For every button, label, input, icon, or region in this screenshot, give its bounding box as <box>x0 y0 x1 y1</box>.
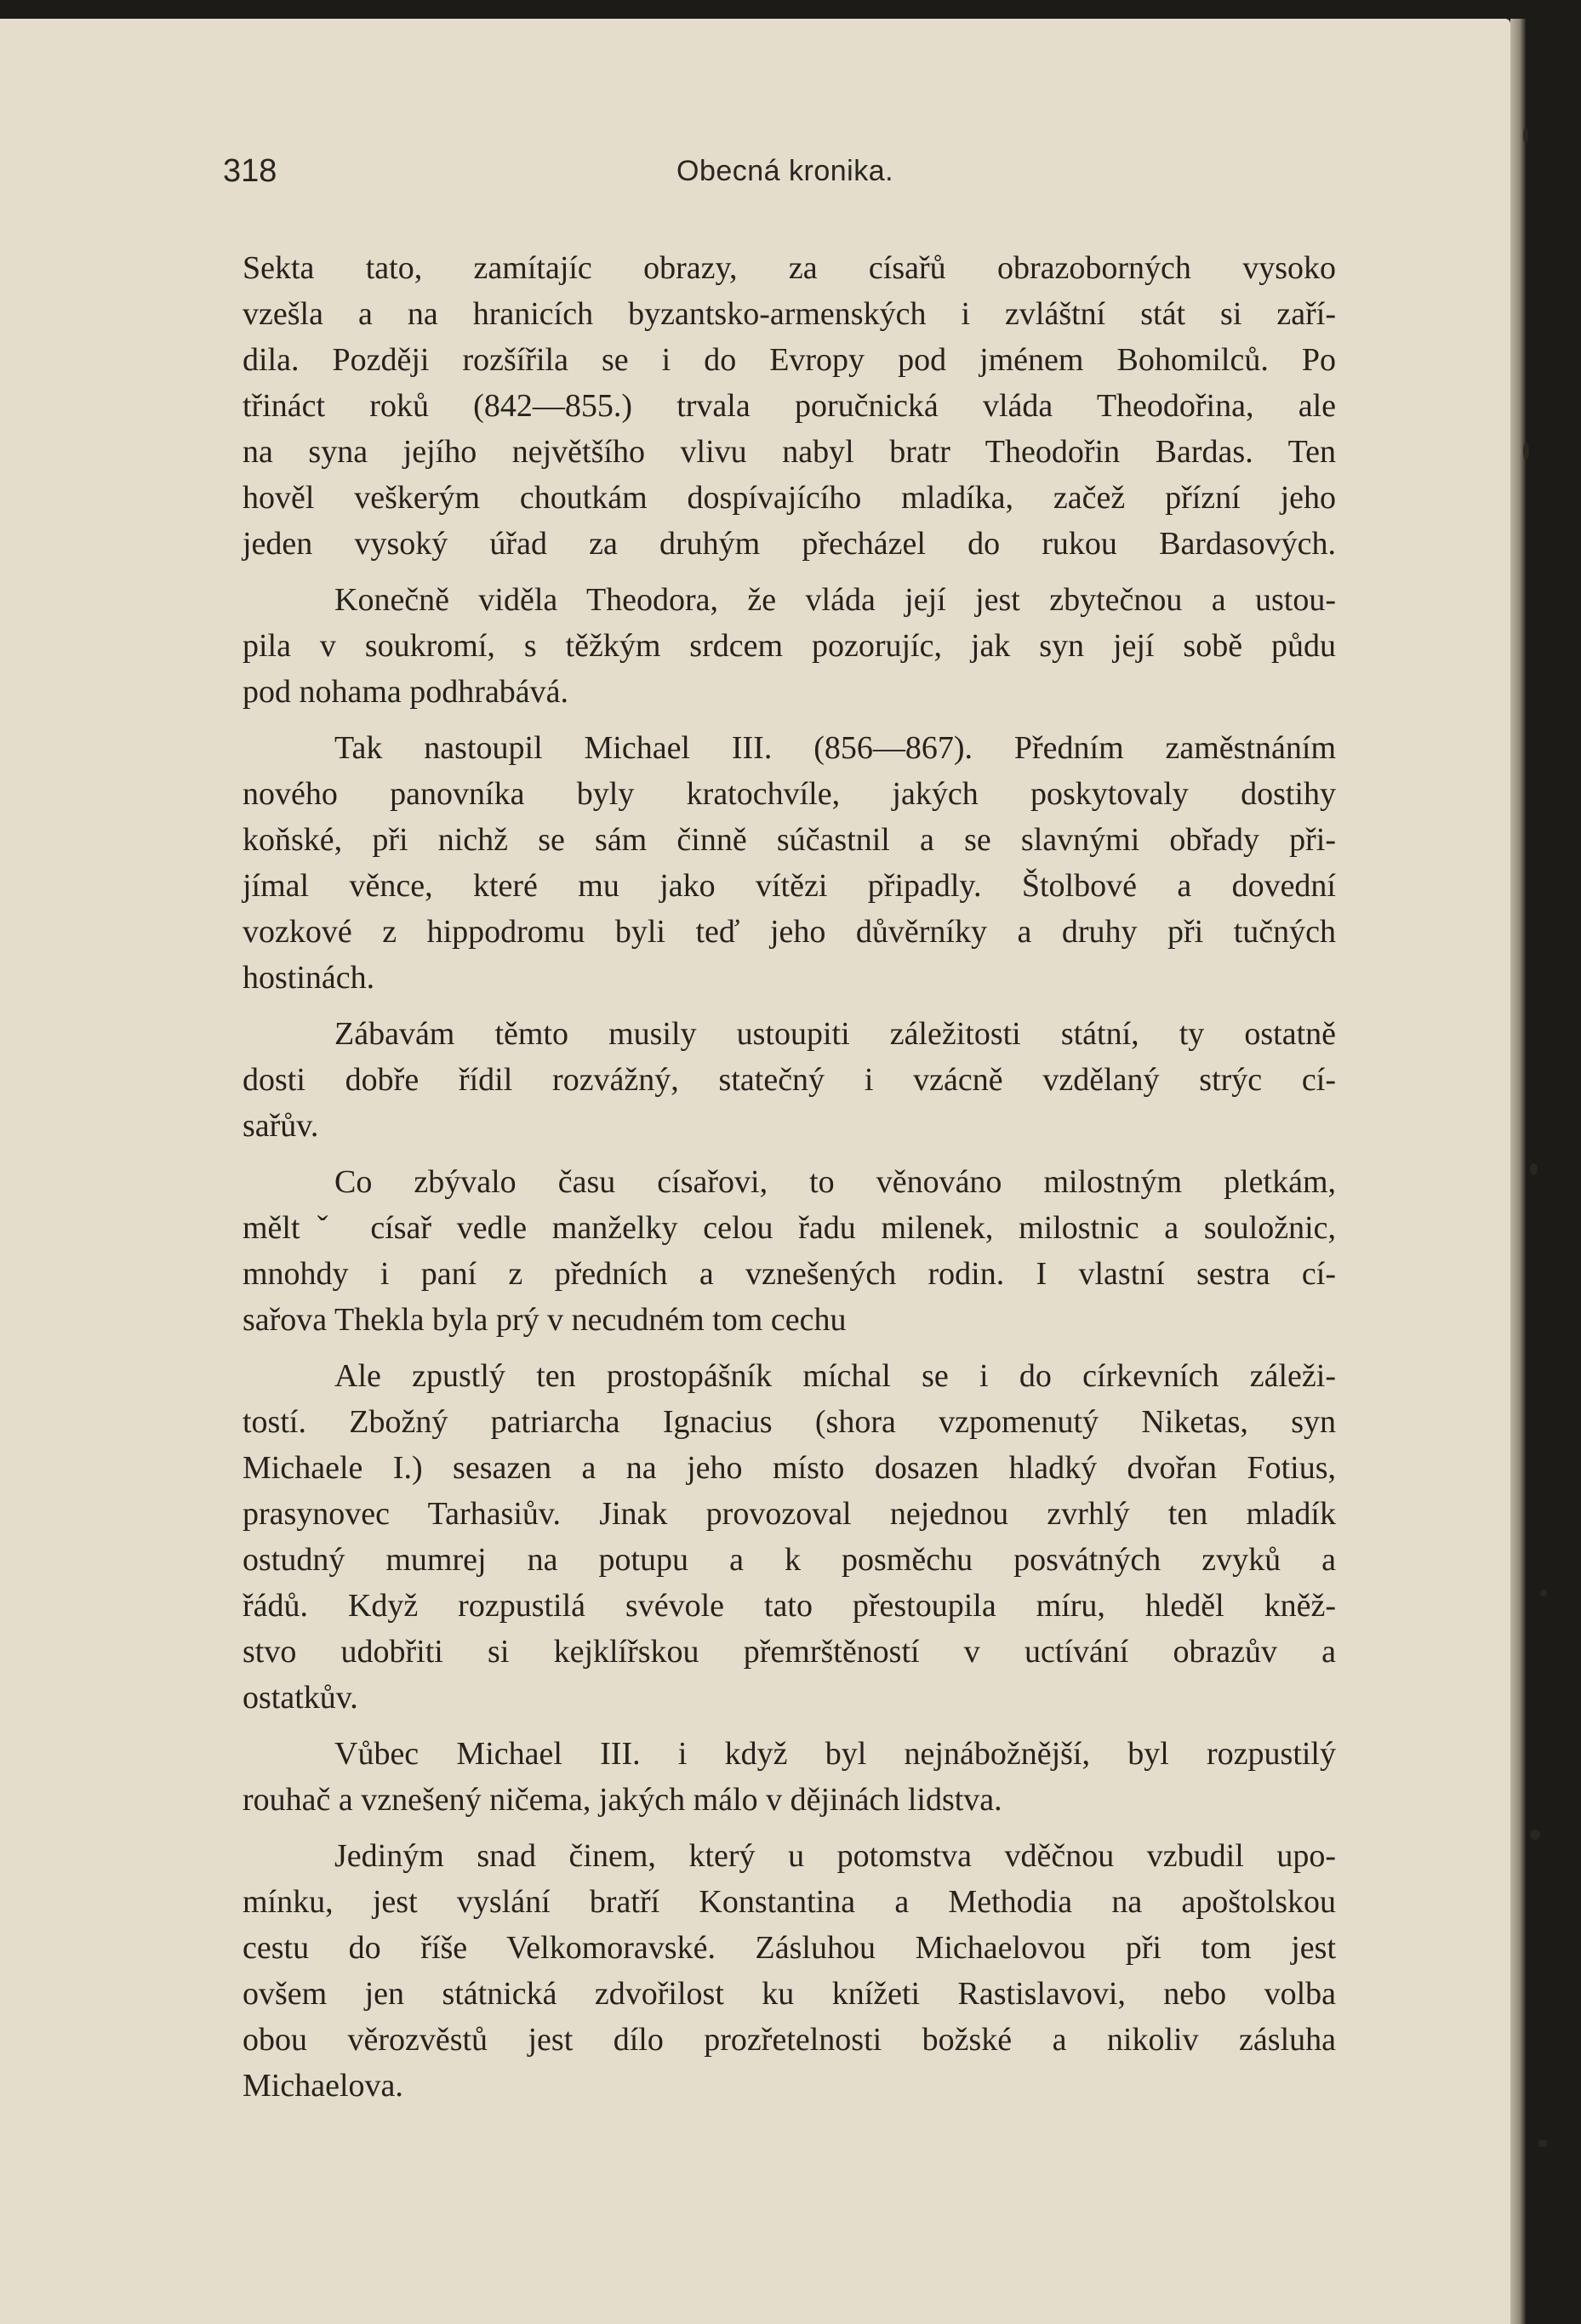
text-line: prasynovec Tarhasiův. Jinak provozoval nejednou zvrhlý ten mladík <box>243 1496 1336 1532</box>
text-line: tostí. Zbožný patriarcha Ignacius (shora vzpomenutý Niketas, syn <box>243 1404 1336 1440</box>
text-line: Konečně viděla Theodora, že vláda její jest zbytečnou a ustou- <box>334 582 1336 618</box>
page-edge <box>1510 19 1526 2324</box>
text-line: vozkové z hippodromu byli teď jeho důvěrníky a druhy při tučných <box>243 914 1336 950</box>
text-line: stvo udobřiti si kejklířskou přemrštěností v uctívání obrazův a <box>243 1634 1336 1670</box>
text-line: rouhač a vznešený ničema, jakých málo v dějinách lidstva. <box>243 1782 1002 1818</box>
text-line: hostinách. <box>243 960 375 996</box>
text-line: Ale zpustlý ten prostopášník míchal se i do církevních záleži- <box>334 1358 1336 1394</box>
text-line: Sekta tato, zamítajíc obrazy, za císařů obrazoborných vysoko <box>243 250 1336 286</box>
scan-speck <box>1530 1163 1538 1175</box>
text-line: Michaele I.) sesazen a na jeho místo dosazen hladký dvořan Fotius, <box>243 1450 1336 1486</box>
text-line: jímal věnce, které mu jako vítězi připadly. Štolbové a dovední <box>243 868 1336 904</box>
running-title: Obecná kronika. <box>676 155 894 187</box>
paragraph <box>243 1011 1336 1149</box>
text-line: jeden vysoký úřad za druhým přecházel do rukou Bardasových. <box>243 526 1336 562</box>
text-line: dosti dobře řídil rozvážný, statečný i vzácně vzdělaný strýc cí- <box>243 1062 1336 1098</box>
paragraph <box>243 1159 1336 1343</box>
paragraph <box>243 577 1336 715</box>
paragraph <box>243 245 1336 567</box>
page-header <box>0 153 1510 204</box>
text-line: koňské, při nichž se sám činně súčastnil a se slavnými obřady při- <box>243 822 1336 858</box>
text-line: Co zbývalo času císařovi, to věnováno milostným pletkám, <box>334 1164 1336 1200</box>
text-line: Tak nastoupil Michael III. (856—867). Předním zaměstnáním <box>334 730 1336 766</box>
text-line: vzešla a na hranicích byzantsko-armenských i zvláštní stát si zaří- <box>243 296 1336 332</box>
text-line: sařova Thekla byla prý v necudném tom cechu <box>243 1302 847 1338</box>
text-line: cestu do říše Velkomoravské. Zásluhou Michaelovou při tom jest <box>243 1930 1336 1966</box>
text-line: Vůbec Michael III. i když byl nejnábožnější, byl rozpustilý <box>334 1736 1336 1772</box>
scan-speck <box>1523 128 1528 143</box>
text-line: pod nohama podhrabává. <box>243 674 569 710</box>
text-line: řádů. Když rozpustilá svévole tato přestoupila míru, hleděl kněž- <box>243 1588 1336 1624</box>
text-line: ostatkův. <box>243 1680 358 1716</box>
text-line: Zábavám těmto musily ustoupiti záležitosti státní, ty ostatně <box>334 1016 1336 1052</box>
scan-speck <box>1523 443 1529 460</box>
text-line: nového panovníka byly kratochvíle, jakých poskytovaly dostihy <box>243 776 1336 812</box>
text-line: ostudný mumrej na potupu a k posměchu posvátných zvyků a <box>243 1542 1336 1578</box>
text-line: mínku, jest vyslání bratří Konstantina a Methodia na apoštolskou <box>243 1884 1336 1920</box>
paragraph <box>243 1731 1336 1823</box>
paragraph <box>243 1353 1336 1721</box>
scan-speck <box>1540 1590 1547 1596</box>
text-line: mnohdy i paní z předních a vznešených rodin. I vlastní sestra cí- <box>243 1256 1336 1292</box>
text-line: dila. Později rozšířila se i do Evropy pod jménem Bohomilců. Po <box>243 342 1336 378</box>
page-number: 318 <box>223 153 277 189</box>
text-line: hověl veškerým choutkám dospívajícího mladíka, začež přízní jeho <box>243 480 1336 516</box>
text-line: sařův. <box>243 1108 319 1144</box>
text-line: měltˇ císař vedle manželky celou řadu milenek, milostnic a souložnic, <box>243 1210 1336 1246</box>
text-line: pila v soukromí, s těžkým srdcem pozorujíc, jak syn její sobě půdu <box>243 628 1336 664</box>
scan-speck <box>1530 1830 1540 1840</box>
text-line: obou věrozvěstů jest dílo prozřetelnosti božské a nikoliv zásluha <box>243 2022 1336 2058</box>
text-line: Michaelova. <box>243 2068 403 2104</box>
text-line: třináct roků (842—855.) trvala poručnická vláda Theodořina, ale <box>243 388 1336 424</box>
paragraph <box>243 725 1336 1001</box>
paragraph <box>243 1833 1336 2109</box>
scan-speck <box>1538 2140 1547 2147</box>
body-text <box>243 245 1336 2109</box>
text-line: ovšem jen státnická zdvořilost ku knížeti Rastislavovi, nebo volba <box>243 1976 1336 2012</box>
text-line: Jediným snad činem, který u potomstva vděčnou vzbudil upo- <box>334 1838 1336 1874</box>
text-line: na syna jejího největšího vlivu nabyl bratr Theodořin Bardas. Ten <box>243 434 1336 470</box>
